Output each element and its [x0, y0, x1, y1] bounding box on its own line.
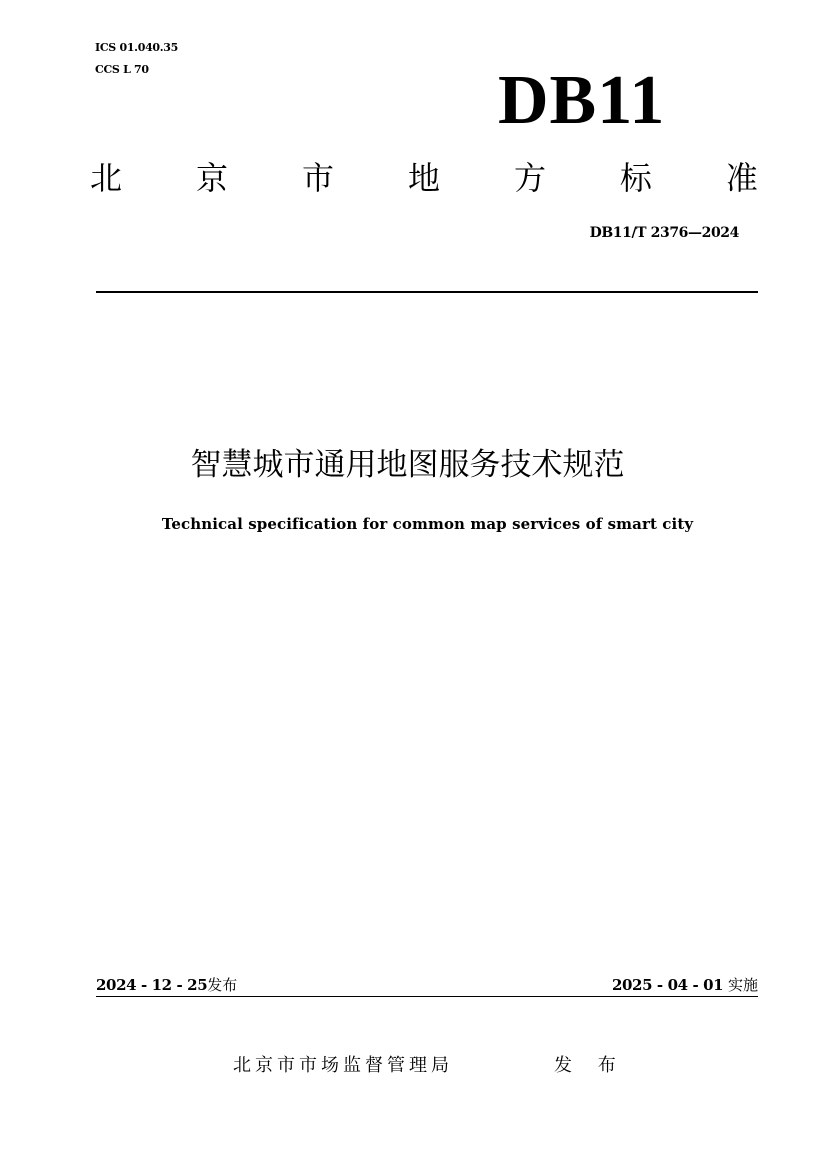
top-divider — [96, 291, 758, 293]
standard-type-char: 地 — [407, 159, 440, 197]
implementation-date: 2025 - 04 - 01 — [611, 976, 724, 994]
issue-date-line — [96, 975, 237, 995]
publisher-name: 北京市市场监督管理局 — [233, 1055, 453, 1076]
standard-type-title — [90, 158, 758, 198]
bottom-divider — [96, 996, 758, 997]
ccs-code: CCS L 70 — [95, 63, 149, 76]
standard-type-char: 市 — [301, 159, 334, 197]
db11-logo-code: DB11 — [498, 62, 666, 139]
standard-type-char: 准 — [725, 159, 758, 197]
document-title-english: Technical specification for common map services of smart city — [161, 515, 694, 533]
publish-label: 发 布 — [554, 1055, 626, 1076]
ics-code: ICS 01.040.35 — [95, 41, 179, 54]
issue-label: 发布 — [207, 976, 238, 994]
standard-type-char: 方 — [513, 159, 546, 197]
document-title-chinese: 智慧城市通用地图服务技术规范 — [190, 447, 625, 483]
standard-type-char: 标 — [619, 159, 652, 197]
standard-type-char: 北 — [90, 159, 123, 197]
implementation-date-line — [612, 975, 758, 995]
issue-date: 2024 - 12 - 25 — [96, 976, 208, 994]
standard-number: DB11/T 2376—2024 — [589, 225, 739, 241]
standard-type-char: 京 — [195, 159, 228, 197]
implementation-label: 实施 — [727, 976, 758, 994]
